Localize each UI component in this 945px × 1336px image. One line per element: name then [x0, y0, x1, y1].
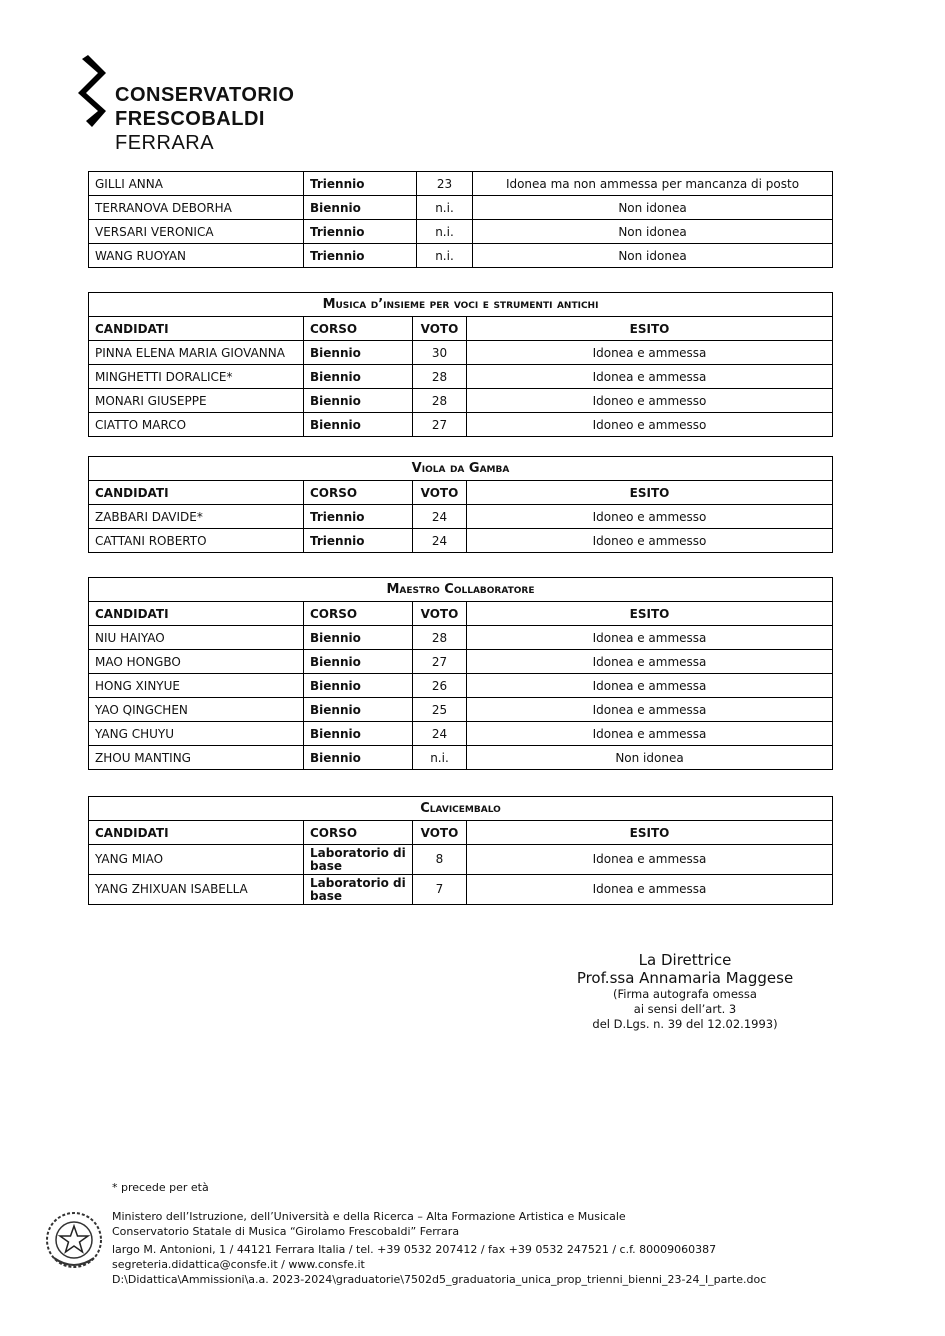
- column-header-voto: VOTO: [413, 481, 467, 505]
- score: 28: [413, 389, 467, 413]
- footer-line-4: segreteria.didattica@consfe.it / www.consfe.it: [112, 1258, 365, 1271]
- table-row: [89, 389, 833, 413]
- section-title: Viola da Gamba: [89, 457, 833, 481]
- logo-mark-icon: [78, 55, 112, 127]
- column-header-esito: ESITO: [467, 481, 833, 505]
- candidate-name: YAO QINGCHEN: [89, 698, 304, 722]
- course: Biennio: [304, 365, 413, 389]
- table-row: [89, 341, 833, 365]
- candidate-name: GILLI ANNA: [89, 172, 304, 196]
- footnote: * precede per età: [112, 1181, 209, 1194]
- score: 28: [413, 365, 467, 389]
- score: 7: [413, 875, 467, 905]
- course: Triennio: [304, 244, 417, 268]
- table-row: [89, 875, 833, 905]
- outcome: Idonea e ammessa: [467, 875, 833, 905]
- column-header-candidati: CANDIDATI: [89, 821, 304, 845]
- logo-line-3: FERRARA: [115, 132, 215, 154]
- footer: [112, 1209, 766, 1287]
- candidate-name: YANG ZHIXUAN ISABELLA: [89, 875, 304, 905]
- candidate-name: MAO HONGBO: [89, 650, 304, 674]
- section-title: Clavicembalo: [89, 797, 833, 821]
- column-header-candidati: CANDIDATI: [89, 481, 304, 505]
- score: 30: [413, 341, 467, 365]
- column-header-esito: ESITO: [467, 821, 833, 845]
- results-table-continuation: [88, 171, 833, 268]
- candidate-name: CATTANI ROBERTO: [89, 529, 304, 553]
- outcome: Idonea e ammessa: [467, 650, 833, 674]
- table-row: [89, 196, 833, 220]
- outcome: Non idonea: [467, 746, 833, 770]
- table-row: [89, 626, 833, 650]
- table-header-row: [89, 821, 833, 845]
- course: Triennio: [304, 220, 417, 244]
- course: Biennio: [304, 674, 413, 698]
- table-row: [89, 845, 833, 875]
- score: n.i.: [417, 220, 473, 244]
- course: Biennio: [304, 196, 417, 220]
- score: n.i.: [413, 746, 467, 770]
- candidate-name: ZHOU MANTING: [89, 746, 304, 770]
- signature-block: [540, 951, 830, 1032]
- outcome: Idoneo e ammesso: [467, 413, 833, 437]
- candidate-name: CIATTO MARCO: [89, 413, 304, 437]
- outcome: Idonea e ammessa: [467, 341, 833, 365]
- logo-line-1: CONSERVATORIO: [115, 84, 295, 106]
- candidate-name: ZABBARI DAVIDE*: [89, 505, 304, 529]
- table-row: [89, 746, 833, 770]
- outcome: Non idonea: [473, 244, 833, 268]
- outcome: Idonea e ammessa: [467, 365, 833, 389]
- results-table-clavicembalo: [88, 796, 833, 905]
- score: 8: [413, 845, 467, 875]
- table-header-row: [89, 602, 833, 626]
- column-header-voto: VOTO: [413, 821, 467, 845]
- course: Biennio: [304, 722, 413, 746]
- table-row: [89, 722, 833, 746]
- candidate-name: TERRANOVA DEBORHA: [89, 196, 304, 220]
- footer-line-5: D:\Didattica\Ammissioni\a.a. 2023-2024\graduatorie\7502d5_graduatoria_unica_prop_trienni_bienni_23-24_I_parte.doc: [112, 1273, 767, 1286]
- course: Triennio: [304, 505, 413, 529]
- candidate-name: YANG MIAO: [89, 845, 304, 875]
- candidate-name: VERSARI VERONICA: [89, 220, 304, 244]
- candidate-name: NIU HAIYAO: [89, 626, 304, 650]
- candidate-name: MONARI GIUSEPPE: [89, 389, 304, 413]
- course: Triennio: [304, 529, 413, 553]
- outcome: Idoneo e ammesso: [467, 389, 833, 413]
- course: Laboratorio di base: [304, 845, 413, 875]
- footer-line-1: Ministero dell’Istruzione, dell’Università e della Ricerca – Alta Formazione Artistica e Musicale: [112, 1210, 626, 1223]
- candidate-name: MINGHETTI DORALICE*: [89, 365, 304, 389]
- table-row: [89, 413, 833, 437]
- column-header-corso: CORSO: [304, 481, 413, 505]
- footer-line-2: Conservatorio Statale di Musica “Girolamo Frescobaldi” Ferrara: [112, 1225, 460, 1238]
- course: Biennio: [304, 341, 413, 365]
- outcome: Idonea e ammessa: [467, 626, 833, 650]
- table-row: [89, 505, 833, 529]
- column-header-candidati: CANDIDATI: [89, 602, 304, 626]
- logo-line-2: FRESCOBALDI: [115, 108, 265, 130]
- column-header-voto: VOTO: [413, 602, 467, 626]
- section-title: Musica d’insieme per voci e strumenti antichi: [89, 293, 833, 317]
- section-title: Maestro Collaboratore: [89, 578, 833, 602]
- table-header-row: [89, 317, 833, 341]
- score: 24: [413, 722, 467, 746]
- score: 28: [413, 626, 467, 650]
- score: 24: [413, 505, 467, 529]
- score: 27: [413, 413, 467, 437]
- candidate-name: PINNA ELENA MARIA GIOVANNA: [89, 341, 304, 365]
- outcome: Idonea e ammessa: [467, 674, 833, 698]
- column-header-corso: CORSO: [304, 821, 413, 845]
- results-table-viola-da-gamba: [88, 456, 833, 553]
- column-header-corso: CORSO: [304, 602, 413, 626]
- score: 27: [413, 650, 467, 674]
- table-row: [89, 650, 833, 674]
- signature-note-1: (Firma autografa omessa: [613, 987, 757, 1001]
- outcome: Non idonea: [473, 196, 833, 220]
- score: n.i.: [417, 244, 473, 268]
- table-header-row: [89, 481, 833, 505]
- table-row: [89, 529, 833, 553]
- outcome: Non idonea: [473, 220, 833, 244]
- candidate-name: HONG XINYUE: [89, 674, 304, 698]
- course: Biennio: [304, 698, 413, 722]
- conservatorio-logo: [78, 55, 318, 155]
- score: 25: [413, 698, 467, 722]
- outcome: Idonea ma non ammessa per mancanza di posto: [473, 172, 833, 196]
- signature-role: La Direttrice: [638, 951, 732, 969]
- table-row: [89, 365, 833, 389]
- course: Biennio: [304, 389, 413, 413]
- signature-note-3: del D.Lgs. n. 39 del 12.02.1993): [592, 1017, 778, 1031]
- table-row: [89, 172, 833, 196]
- table-row: [89, 698, 833, 722]
- score: 26: [413, 674, 467, 698]
- course: Biennio: [304, 626, 413, 650]
- candidate-name: YANG CHUYU: [89, 722, 304, 746]
- outcome: Idoneo e ammesso: [467, 529, 833, 553]
- course: Biennio: [304, 650, 413, 674]
- outcome: Idonea e ammessa: [467, 845, 833, 875]
- column-header-esito: ESITO: [467, 602, 833, 626]
- results-table-maestro-collaboratore: [88, 577, 833, 770]
- score: n.i.: [417, 196, 473, 220]
- signature-name: Prof.ssa Annamaria Maggese: [576, 969, 794, 987]
- score: 23: [417, 172, 473, 196]
- outcome: Idonea e ammessa: [467, 698, 833, 722]
- course: Biennio: [304, 413, 413, 437]
- course: Triennio: [304, 172, 417, 196]
- column-header-voto: VOTO: [413, 317, 467, 341]
- candidate-name: WANG RUOYAN: [89, 244, 304, 268]
- republic-emblem-icon: [44, 1208, 104, 1274]
- results-table-musica-insieme: [88, 292, 833, 437]
- table-row: [89, 220, 833, 244]
- outcome: Idonea e ammessa: [467, 722, 833, 746]
- column-header-candidati: CANDIDATI: [89, 317, 304, 341]
- table-row: [89, 244, 833, 268]
- signature-note-2: ai sensi dell’art. 3: [633, 1002, 737, 1016]
- course: Laboratorio di base: [304, 875, 413, 905]
- score: 24: [413, 529, 467, 553]
- column-header-esito: ESITO: [467, 317, 833, 341]
- table-row: [89, 674, 833, 698]
- footer-line-3: largo M. Antonioni, 1 / 44121 Ferrara Italia / tel. +39 0532 207412 / fax +39 0532 247521 / c.f. 80009060387: [112, 1243, 717, 1256]
- outcome: Idoneo e ammesso: [467, 505, 833, 529]
- course: Biennio: [304, 746, 413, 770]
- column-header-corso: CORSO: [304, 317, 413, 341]
